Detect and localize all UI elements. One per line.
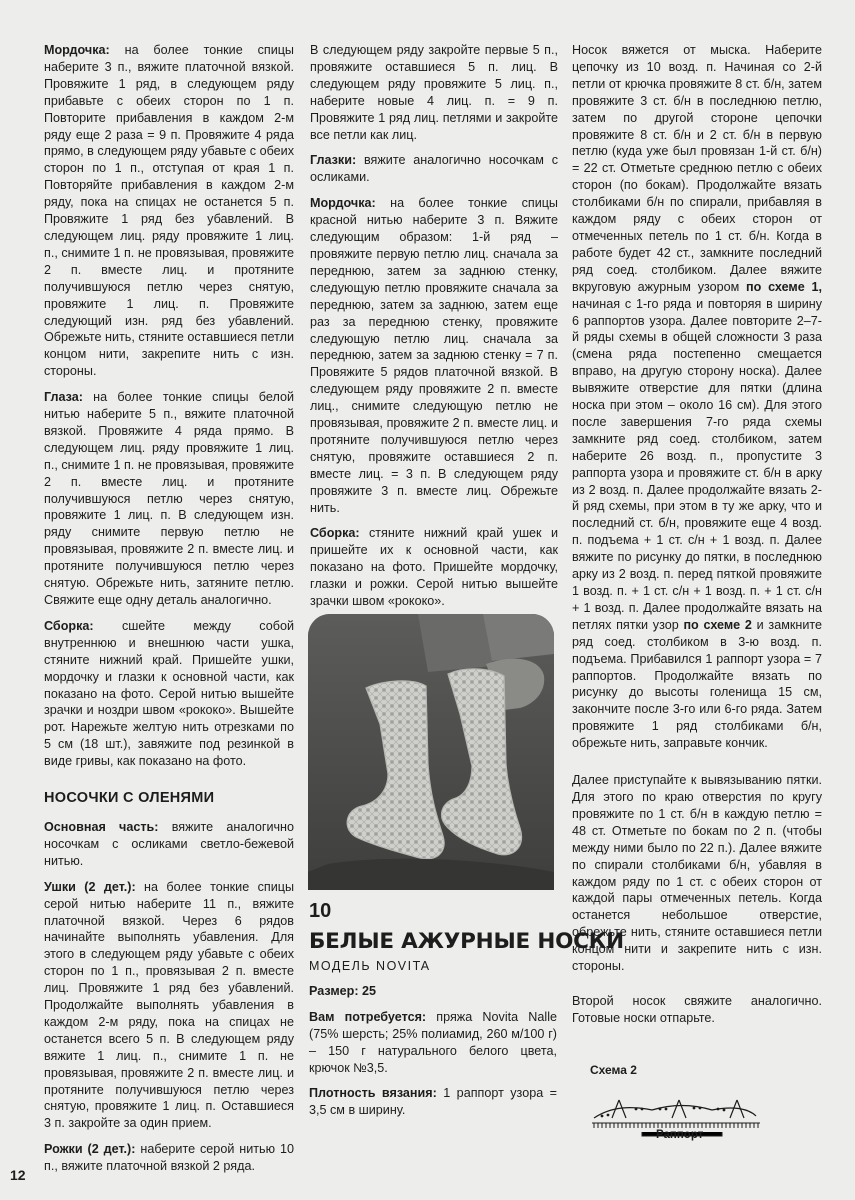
label: Глаза: (44, 390, 83, 405)
paragraph-heel (572, 772, 822, 975)
page-number: 12 (10, 1167, 26, 1183)
label: Мордочка: (44, 43, 110, 57)
schema-ref: по схеме 1, (746, 279, 822, 294)
text: на более тонкие спицы красной нитью наберите 3 п. Вяжите следующим образом: 1-й ряд – провяжите первую петлю лиц. сначала за переднюю, затем за заднюю стенку, следующую петлю провяжите сначала за переднюю, затем за заднюю, затем еще раз за переднюю стенку, провяжите следующую петлю лиц. сначала за переднюю, затем за заднюю стенку = 7 п. Провяжите 5 рядов платочной вязкой. В следующем ряду провяжите 2 п. вместе лиц., снимите следующую петлю не провязывая, провяжите 2 п. вместе лиц. и протяните получившуюся петлю через снятую, провяжите оставшиеся 2 п. вместе лиц. = 3 п. В следующем ряду провяжите 3 п. вместе лиц. Обрежьте нить. (310, 196, 558, 515)
paragraph-eyes (44, 389, 294, 609)
paragraph-horns-continued (310, 42, 558, 143)
column-2 (310, 42, 558, 619)
label: Размер: (309, 983, 359, 998)
paragraph-assembly (44, 618, 294, 770)
model-number: 10 (309, 900, 332, 922)
label: Глазки: (310, 153, 357, 168)
schema-ref: по схеме 2 (683, 617, 752, 632)
section-heading-deer-socks: НОСОЧКИ С ОЛЕНЯМИ (44, 790, 215, 807)
text: В следующем ряду закройте первые 5 п., провяжите оставшиеся 5 п. лиц. В следующем ряду провяжите 5 лиц. п., наберите новые 4 лиц. п. = 9 п. Провяжите 1 ряд лиц. петлями и закройте все петли как лиц. (310, 43, 558, 142)
model-title: БЕЛЫЕ АЖУРНЫЕ НОСКИ (309, 929, 624, 954)
socks-photo (308, 614, 554, 890)
text: Далее приступайте к вывязыванию пятки. Для этого по краю отверстия по кругу провяжите по 1 ст. б/н в каждую петлю = 48 ст. Отметьте по бокам по 2 п. (чтобы между ними было по 22 п.). Далее вяжите по спирали столбиками б/н, убавляя в каждом ряду по 1 ст. с обеих сторон от каждой пары отмеченных петель. Когда останется небольшое отверстие, обрежьте нить, стяните оставшиеся петли концом нити и закрепите нить с изн. стороны. (572, 773, 822, 974)
paragraph-density (309, 1085, 557, 1119)
text: пряжа Novita Nalle (75% шерсть; 25% полиамид, 260 м/100 г) – 150 г натурального белого цвета, крючок №3,5. (309, 1009, 557, 1075)
label: Сборка: (310, 526, 360, 541)
paragraph-assembly-deer (310, 525, 558, 610)
text: 1 раппорт узора = 3,5 см в ширину. (309, 1086, 557, 1118)
text: вяжите аналогично носочкам с осликами светло-бежевой нитью. (44, 819, 294, 868)
paragraph-ears (44, 879, 294, 1133)
text: на более тонкие спицы серой нитью наберите 11 п., вяжите платочной вязкой. Через 6 рядов начинайте выполнять убавления. Для этого в следующем ряду убавьте с обеих сторон по 1 п., провязывая 2 п. вместе лиц. Провяжите 1 ряд без убавлений. Продолжайте выполнять убавления в каждом 2-м ряду, пока на спицах не останется всего 5 п. В следующем ряду вяжите 1 лиц. п., снимите 1 п. не провязывая, провяжите 2 п. вместе лиц. и протяните получившуюся петлю через снятую, провяжите 1 лиц. п. Оставшиеся 3 п. закройте за один прием. (44, 879, 294, 1131)
column-3 (572, 42, 822, 1036)
label: Рожки (2 дет.): (44, 1142, 136, 1157)
label: Вам потребуется: (309, 1009, 427, 1024)
paragraph-muzzle-deer (310, 195, 558, 516)
label: Сборка: (44, 618, 94, 633)
text: наберите серой нитью 10 п., вяжите платочной вязкой 2 ряда. (44, 1142, 294, 1174)
paragraph-horns (44, 1141, 294, 1175)
text: стяните нижний край ушек и пришейте их к основной части, как показано на фото. Пришейте мордочку, глазки и рожки. Серой нитью вышейте зрачки швом «рококо». (310, 526, 558, 609)
text: сшейте между собой внутреннюю и внешнюю части ушка, стяните нижний край. Пришейте ушки, мордочку и глазки к основной части, как показано на фото. Серой нитью вышейте зрачки и ноздри швом «рококо». Вышейте рот. Нарежьте желтую нить отрезками по 5 см (18 шт.), завяжите под резинкой в виде гривы, как показано на фото. (44, 618, 294, 769)
paragraph-sock-instructions (572, 42, 822, 752)
column-1 (44, 42, 294, 1184)
schema-2 (572, 1060, 772, 1140)
text: начиная с 1-го ряда и повторяя в ширину 6 раппортов узора. Далее повторите 2–7-й ряды схемы в общей сложности 3 раза (смена ряда постепенно смещается вправо, на другую сторону носка). Далее вывяжите отверстие для пятки (длина носка при этом – около 16 см). Для этого после завершения 7-го ряда схемы замкните ряд соед. столбиком, затем наберите 26 возд. п., пропустите 3 раппорта узора и провяжите ст. б/н в арку из 2 возд. п. Далее продолжайте вязать 2-й ряд схемы, при этом в ту же арку, что и последний ст. б/н, провяжите еще 4 возд. п. подъема + 1 ст. с/н + 1 возд. п. Далее вяжите по рисунку до пятки, в последнюю арку из 2 возд. п. перед пяткой провяжите 1 возд. п. + 1 ст. с/н + 1 возд. п. + 1 ст. с/н + 1 возд. п. Далее продолжайте вязать на петлях пятки узор (572, 296, 822, 632)
label: Плотность вязания: (309, 1086, 437, 1101)
model-brand: МОДЕЛЬ NOVITA (309, 959, 431, 973)
label: Основная часть: (44, 819, 159, 834)
label: Мордочка: (310, 196, 376, 211)
rapport-label: Раппорт (656, 1129, 704, 1141)
text: вяжите аналогично носочкам с осликами. (310, 153, 558, 185)
text: на более тонкие спицы наберите 3 п., вяжите платочной вязкой. Провяжите 1 ряд, в следующем ряду прибавьте с обеих сторон по 1 п. Повторите прибавления в каждом 2-м ряду еще 2 раза = 9 п. Провяжите 4 ряда прямо, в следующем ряду убавьте с обеих сторон по 1 п., отступая от края 1 п. Повторяйте прибавления в каждом 2-м ряду, пока на спицах не останется 5 п. Провяжите 1 ряд без убавлений. В следующем лиц. ряду провяжите 1 лиц. п., снимите 1 п. не провязывая, провяжите 2 п. вместе лиц. и протяните получившуюся петлю через снятую, провяжите 1 лиц. п. Провяжите следующий изн. ряд без убавлений. Обрежьте нить, стяните оставшиеся петли концом нити, закрепите нить с изн. стороны. (44, 43, 294, 379)
schema-title: Схема 2 (590, 1063, 637, 1077)
paragraph-size (309, 983, 557, 1000)
paragraph-muzzle (44, 42, 294, 380)
paragraph-materials (309, 1009, 557, 1077)
text: Второй носок свяжите аналогично. Готовые носки отпарьте. (572, 993, 822, 1025)
text: Носок вяжется от мыска. Наберите цепочку из 10 возд. п. Начиная со 2-й петли от крючка провяжите 8 ст. б/н, затем провяжите 3 ст. б/н в последнюю петлю, затем по другой стороне цепочки провяжите 8 ст. б/н и 2 ст. б/н в первую петлю (куда уже был провязан 1-й ст. б/н) = 22 ст. Отметьте среднюю петлю с обеих сторон (по бокам). Продолжайте вязать столбиками б/н по спирали, прибавляя в каждом ряду с обеих сторон от отмеченных петель по 1 ст. б/н. Когда в работе будет 42 ст., замкните последний ряд соед. столбиком. Далее вяжите вкруговую ажурным узором (572, 43, 822, 294)
text: на более тонкие спицы белой нитью наберите 5 п., вяжите платочной вязкой. Провяжите 4 ряда прямо. В следующем лиц. ряду провяжите 1 лиц. п., снимите 1 п. не провязывая, провяжите 2 п. вместе лиц. и протяните получившуюся петлю через снятую, провяжите 1 лиц. п. В следующем изн. ряду снимите первую петлю не провязывая, провяжите 2 п. вместе лиц. и протяните получившуюся петлю через снятую. Обрежьте нить, затяните петлю. Свяжите еще одну деталь аналогично. (44, 390, 294, 607)
text: и замкните ряд соед. столбиком в 3-ю возд. п. подъема. Прибавился 1 раппорт узора = 7 раппортов. Продолжайте вязать по рисунку до высоты голенища 15 см, закончите после 3-го или 6-го ряда. Затем провяжите 1 ряд столбиками б/н, обрежьте нить, заправьте кончик. (572, 617, 822, 751)
text: 25 (358, 983, 377, 998)
label: Ушки (2 дет.): (44, 879, 136, 894)
socks-photo-illustration (308, 614, 554, 890)
paragraph-main-part (44, 819, 294, 870)
paragraph-eyes-deer (310, 152, 558, 186)
paragraph-finish (572, 993, 822, 1027)
